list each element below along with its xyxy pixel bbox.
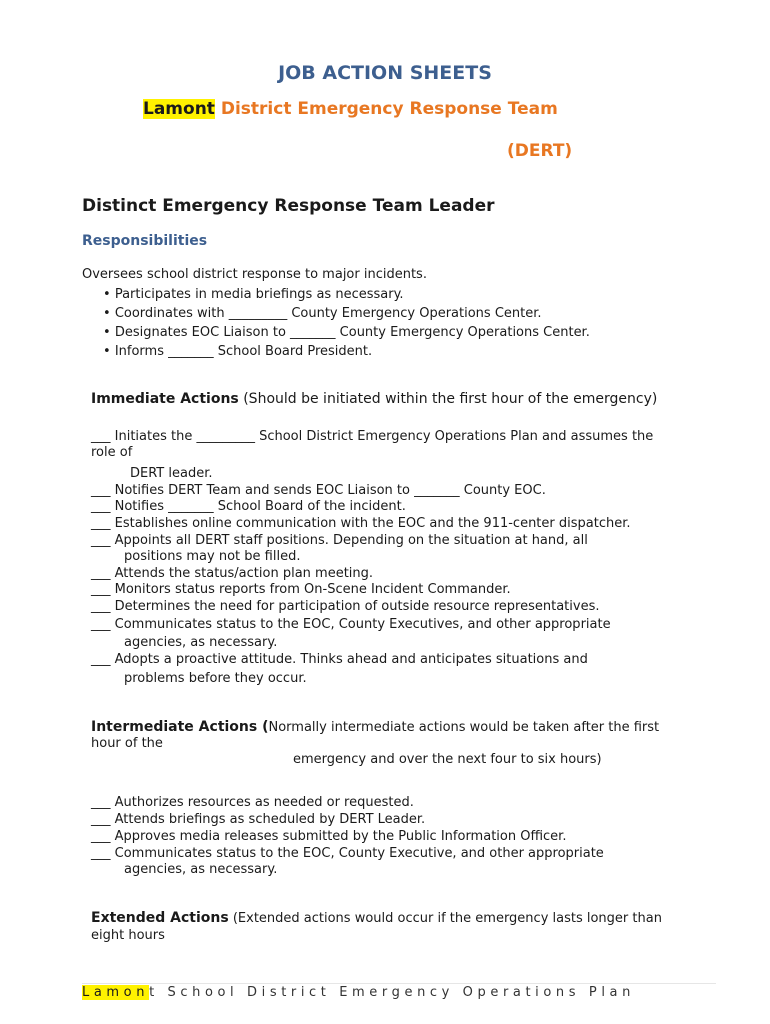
- action-line: ___ Initiates the _________ School District Emergency Operations Plan and assumes the: [91, 429, 654, 444]
- extended-heading-line2: eight hours: [91, 928, 165, 943]
- page-subtitle: [143, 99, 558, 119]
- action-line: ___ Determines the need for participation of outside resource representatives.: [91, 599, 600, 614]
- team-acronym: (DERT): [507, 141, 573, 161]
- action-line: ___ Adopts a proactive attitude. Thinks ahead and anticipates situations and: [91, 652, 588, 667]
- subtitle-text: District Emergency Response Team: [214, 99, 558, 119]
- heading-text: (Should be initiated within the first hour of the emergency): [238, 391, 658, 407]
- action-line: agencies, as necessary.: [124, 862, 278, 877]
- action-line: ___ Attends briefings as scheduled by DERT Leader.: [91, 812, 426, 827]
- intermediate-heading-line3: emergency and over the next four to six hours): [293, 752, 602, 767]
- action-line: problems before they occur.: [124, 671, 307, 686]
- role-title: Distinct Emergency Response Team Leader: [82, 196, 495, 216]
- action-line: ___ Communicates status to the EOC, County Executive, and other appropriate: [91, 846, 604, 861]
- responsibility-bullet: • Participates in media briefings as necessary.: [103, 287, 404, 302]
- bullet-text: Participates in media briefings as necessary.: [114, 287, 404, 302]
- action-line: ___ Notifies DERT Team and sends EOC Liaison to _______ County EOC.: [91, 483, 546, 498]
- responsibility-bullet: • Designates EOC Liaison to _______ County Emergency Operations Center.: [103, 325, 590, 340]
- action-line: ___ Notifies _______ School Board of the incident.: [91, 499, 406, 514]
- action-line: ___ Monitors status reports from On-Scene Incident Commander.: [91, 582, 511, 597]
- footer-divider: [82, 983, 716, 984]
- action-line: ___ Communicates status to the EOC, County Executives, and other appropriate: [91, 617, 611, 632]
- extended-actions-heading: [91, 910, 662, 926]
- bullet-text: Designates EOC Liaison to _______ County Emergency Operations Center.: [114, 325, 590, 340]
- heading-bold: Extended Actions: [91, 910, 229, 926]
- footer-text: t School District Emergency Operations Plan: [149, 985, 635, 1000]
- intermediate-actions-heading: [91, 719, 659, 735]
- action-line: agencies, as necessary.: [124, 635, 278, 650]
- intermediate-heading-line2: hour of the: [91, 736, 163, 751]
- responsibilities-heading: Responsibilities: [82, 233, 208, 249]
- bullet-text: Coordinates with _________ County Emergency Operations Center.: [114, 306, 542, 321]
- heading-text: Normally intermediate actions would be taken after the first: [268, 720, 660, 735]
- action-line: role of: [91, 445, 133, 460]
- action-line: ___ Attends the status/action plan meeting.: [91, 566, 374, 581]
- action-line: DERT leader.: [130, 466, 213, 481]
- bullet-text: Informs _______ School Board President.: [114, 344, 373, 359]
- responsibility-bullet: • Coordinates with _________ County Emergency Operations Center.: [103, 306, 542, 321]
- responsibilities-intro: Oversees school district response to major incidents.: [82, 267, 427, 282]
- action-line: ___ Approves media releases submitted by the Public Information Officer.: [91, 829, 567, 844]
- footer: [82, 985, 635, 1000]
- action-line: ___ Establishes online communication with the EOC and the 911-center dispatcher.: [91, 516, 631, 531]
- heading-text: (Extended actions would occur if the emergency lasts longer than: [228, 911, 662, 926]
- district-name-highlight: Lamont: [143, 99, 215, 119]
- heading-bold: Intermediate Actions (: [91, 719, 269, 735]
- immediate-actions-heading: [91, 391, 657, 407]
- page-title: JOB ACTION SHEETS: [278, 62, 492, 84]
- heading-bold: Immediate Actions: [91, 391, 239, 407]
- responsibility-bullet: • Informs _______ School Board President.: [103, 344, 373, 359]
- action-line: ___ Appoints all DERT staff positions. Depending on the situation at hand, all: [91, 533, 588, 548]
- footer-highlight: Lamon: [82, 985, 150, 1000]
- action-line: positions may not be filled.: [124, 549, 301, 564]
- action-line: ___ Authorizes resources as needed or requested.: [91, 795, 414, 810]
